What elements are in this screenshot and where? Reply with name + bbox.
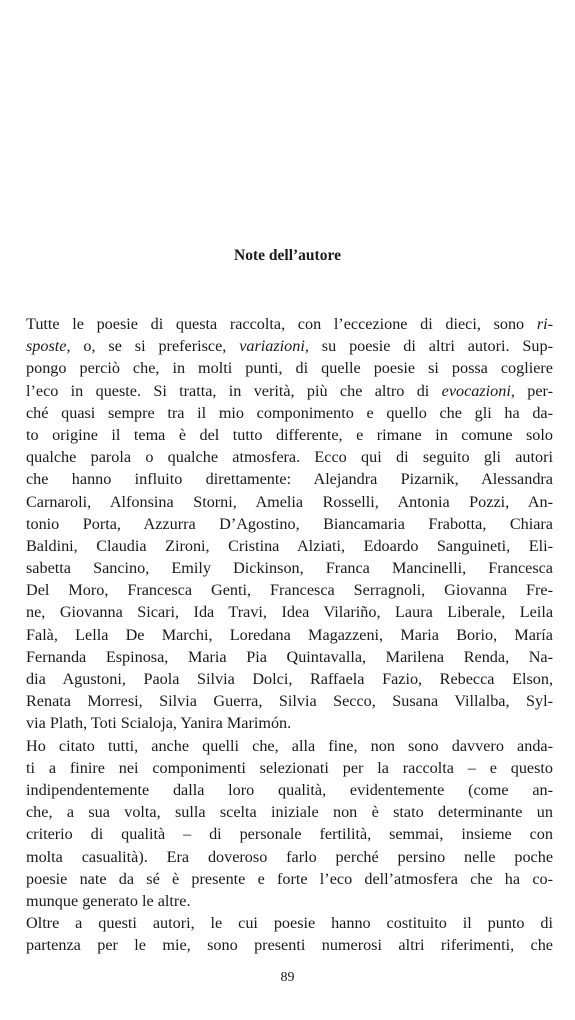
text-line <box>26 313 553 335</box>
text-segment: tonio Porta, Azzurra D’Agostino, Biancamaria Frabotta, Chiara <box>26 514 553 533</box>
text-segment: Carnaroli, Alfonsina Storni, Amelia Rosselli, Antonia Pozzi, An- <box>26 492 553 511</box>
text-segment: , per- <box>510 381 553 400</box>
text-line <box>26 335 553 357</box>
paragraph <box>26 313 553 735</box>
text-line <box>26 402 553 424</box>
text-segment: Baldini, Claudia Zironi, Cristina Alziati, Edoardo Sanguineti, Eli- <box>26 536 553 555</box>
text-line <box>26 823 553 845</box>
text-line <box>26 446 553 468</box>
text-segment: to origine il tema è del tutto differente, e rimane in comune solo <box>26 425 553 444</box>
text-segment: pongo perciò che, in molti punti, di quelle poesie si possa cogliere <box>26 359 553 378</box>
text-segment: munque generato le altre. <box>26 891 191 910</box>
paragraph <box>26 912 553 956</box>
text-segment: , su poesie di altri autori. Sup- <box>304 337 553 356</box>
text-segment: ché quasi sempre tra il mio componimento e quello che gli ha da- <box>26 403 553 422</box>
text-line <box>26 712 553 734</box>
text-segment: poesie nate da sé è presente e forte l’eco dell’atmosfera che ha co- <box>26 869 553 888</box>
italic-text: sposte <box>26 337 67 356</box>
text-segment: , o, se si preferisce, <box>66 337 240 356</box>
text-segment: Ho citato tutti, anche quelli che, alla fine, non sono davvero anda- <box>26 736 553 755</box>
text-segment: dia Agustoni, Paola Silvia Dolci, Raffaela Fazio, Rebecca Elson, <box>26 670 553 688</box>
italic-text: variazioni <box>239 337 305 356</box>
text-line <box>26 380 553 402</box>
text-line <box>26 491 553 513</box>
text-line <box>26 424 553 446</box>
text-segment: Falà, Lella De Marchi, Loredana Magazzeni, Maria Borio, María <box>26 625 553 644</box>
text-segment: l’eco in queste. Si tratta, in verità, più che altro di <box>26 381 442 400</box>
text-line <box>26 690 553 712</box>
page-title: Note dell’autore <box>234 247 341 264</box>
text-line <box>26 757 553 779</box>
text-line <box>26 468 553 490</box>
text-segment: qualche parola o qualche atmosfera. Ecco qui di seguito gli autori <box>26 448 553 467</box>
text-segment: indipendentemente dalla loro qualità, evidentemente (come an- <box>26 780 553 799</box>
text-line <box>26 890 553 912</box>
text-segment: partenza per le mie, sono presenti numerosi altri riferimenti, che <box>26 936 553 955</box>
text-line <box>26 868 553 890</box>
text-line <box>26 624 553 646</box>
text-line <box>26 557 553 579</box>
text-line <box>26 513 553 535</box>
body-text <box>26 313 553 956</box>
text-line <box>26 357 553 379</box>
text-segment: Tutte le poesie di questa raccolta, con l’eccezione di dieci, sono <box>26 315 537 333</box>
text-segment: ti a finire nei componimenti selezionati per la raccolta – e questo <box>26 758 553 777</box>
text-segment: ne, Giovanna Sicari, Ida Travi, Idea Vilariño, Laura Liberale, Leila <box>26 603 553 622</box>
text-segment: via Plath, Toti Scialoja, Yanira Marimón. <box>26 714 292 733</box>
italic-text: ri- <box>536 315 553 333</box>
text-segment: che, a sua volta, sulla scelta iniziale non è stato determinante un <box>26 803 553 822</box>
text-segment: Fernanda Espinosa, Maria Pia Quintavalla, Marilena Renda, Na- <box>26 647 553 666</box>
text-line <box>26 579 553 601</box>
page-number: 89 <box>280 970 295 985</box>
paragraph <box>26 735 553 913</box>
text-segment: che hanno influito direttamente: Alejandra Pizarnik, Alessandra <box>26 470 553 489</box>
text-segment: Oltre a questi autori, le cui poesie hanno costituito il punto di <box>26 914 553 933</box>
italic-text: evocazioni <box>441 381 511 400</box>
text-segment: sabetta Sancino, Emily Dickinson, Franca Mancinelli, Francesca <box>26 559 553 578</box>
text-line <box>26 668 553 690</box>
text-line <box>26 912 553 934</box>
text-line <box>26 801 553 823</box>
text-line <box>26 779 553 801</box>
text-segment: molta casualità). Era doveroso farlo perché persino nelle poche <box>26 847 553 866</box>
text-line <box>26 934 553 956</box>
text-line <box>26 535 553 557</box>
text-segment: criterio di qualità – di personale fertilità, semmai, insieme con <box>26 825 553 844</box>
text-line <box>26 735 553 757</box>
text-segment: Renata Morresi, Silvia Guerra, Silvia Secco, Susana Villalba, Syl- <box>26 692 553 711</box>
text-segment: Del Moro, Francesca Genti, Francesca Serragnoli, Giovanna Fre- <box>26 581 553 600</box>
text-line <box>26 646 553 668</box>
text-line <box>26 601 553 623</box>
text-line <box>26 846 553 868</box>
